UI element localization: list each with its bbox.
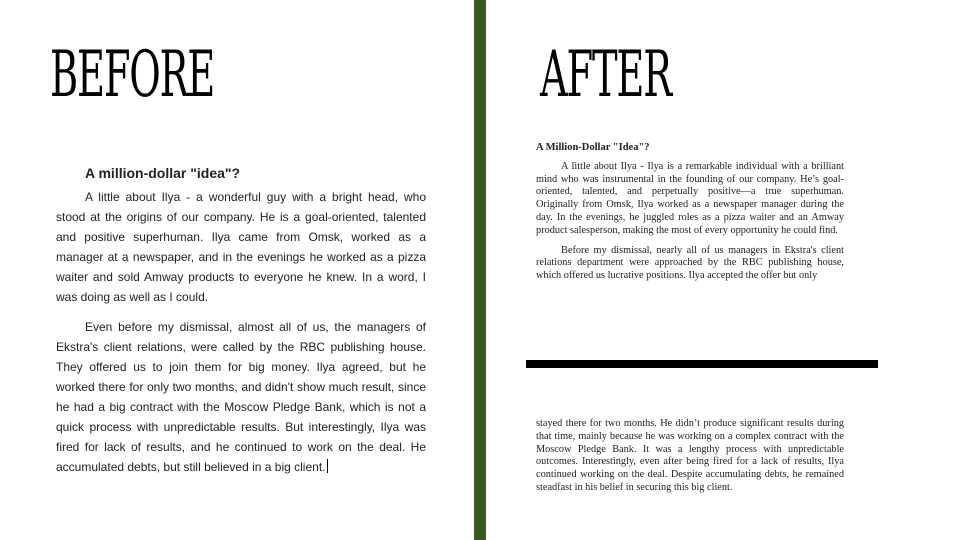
- after-paragraph-1: A little about Ilya - Ilya is a remarkable individual with a brilliant mind who was instrumental in the founding of our company. He’s goal-oriented, talented, and perpetually positive—a true superhuman. Originally from Omsk, Ilya worked as a newspaper manager during the day. In the evenings, he juggled roles as a pizza waiter and an Amway product salesperson, making the most of every opportunity he could find.: [536, 160, 844, 236]
- before-paragraph-2: [56, 317, 426, 477]
- after-heading: AFTER: [540, 38, 671, 112]
- before-paragraph-2-text: Even before my dismissal, almost all of us, the managers of Ekstra's client relations, were called by the RBC publishing house. They offered us to join them for big money. Ilya agreed, but he worked there for only two months, and didn't show much result, since he had a big contract with the Moscow Pledge Bank, which is not a quick process with unpredictable results. But interestingly, Ilya was fired for lack of results, and he continued to work on the deal. He accumulated debts, but still believed in a big client.: [56, 320, 426, 474]
- vertical-divider: [474, 0, 486, 540]
- before-heading: BEFORE: [50, 38, 215, 112]
- text-cursor: [327, 459, 328, 473]
- after-document-page-1: [536, 142, 844, 283]
- after-continuation-paragraph: stayed there for two months. He didn’t produce significant results during that time, mainly because he was working on a complex contract with the Moscow Pledge Bank. It was a lengthy process with unpredictable outcomes. Interestingly, even after being fired for a lack of results, Ilya continued working on the deal. Despite accumulating debts, he remained steadfast in his belief in securing this big client.: [536, 418, 844, 493]
- after-document-page-2: [536, 418, 844, 495]
- after-paragraph-2: Before my dismissal, nearly all of us managers in Ekstra's client relations department were approached by the RBC publishing house, which offered us lucrative positions. Ilya accepted the offer but only: [536, 244, 844, 282]
- after-doc-title: A Million-Dollar "Idea"?: [536, 142, 650, 153]
- page-break-bar: [526, 360, 878, 368]
- before-paragraph-1: A little about Ilya - a wonderful guy with a bright head, who stood at the origins of our company. He is a goal-oriented, talented and positive superhuman. Ilya came from Omsk, worked as a manager at a newspaper, and in the evenings he worked as a pizza waiter and sold Amway products to everyone he knew. In a word, I was doing as well as I could.: [56, 190, 426, 304]
- before-doc-title: A million-dollar "idea"?: [85, 165, 241, 181]
- before-document: [56, 163, 426, 477]
